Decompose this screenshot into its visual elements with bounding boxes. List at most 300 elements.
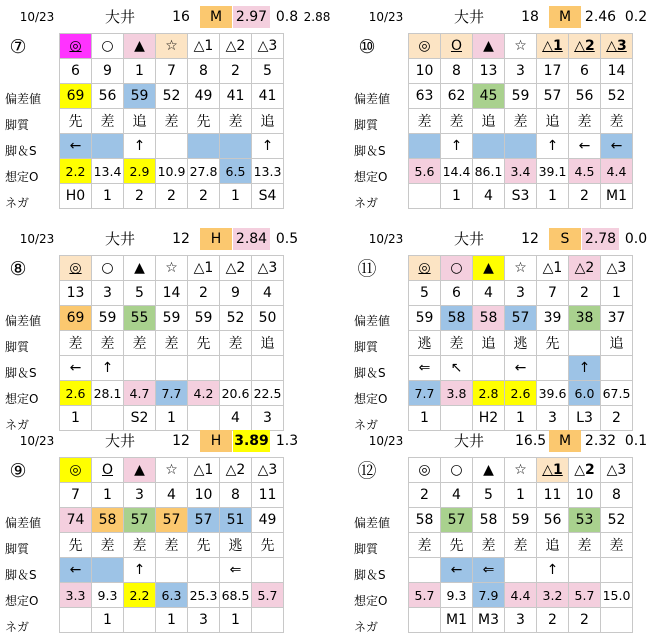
deviation-row [60,508,284,533]
nega-row-cell: 3 [252,406,284,431]
horse-number-row-cell: 10 [569,483,601,508]
odds-row [60,583,284,608]
mark-row-cell: ☆ [156,34,188,59]
race-date: 10/23 [19,10,55,24]
legs-row-cell [156,134,188,159]
odds-row-cell: 14.4 [441,159,473,184]
horse-number-row-cell: 11 [537,483,569,508]
style-row-cell [569,331,601,356]
deviation-row [409,306,633,331]
nega-row-cell: 2 [569,608,601,633]
horse-number-row-cell: 5 [473,483,505,508]
horse-number-row-cell: 5 [409,281,441,306]
prediction-grid [408,33,633,209]
legs-row-cell [409,558,441,583]
legs-label: 脚＆S [354,366,386,380]
race-grade: H [200,430,232,452]
style-row-cell: 先 [188,331,220,356]
nega-row [409,608,633,633]
index-diff: 0.5 [275,231,299,247]
nega-row-cell [409,608,441,633]
prediction-grid [59,457,284,633]
legs-row-cell [156,558,188,583]
deviation-row-cell: 57 [505,306,537,331]
mark-row-cell: △1 [537,34,569,59]
deviation-row [60,84,284,109]
deviation-row-cell: 58 [441,306,473,331]
index-diff: 1.3 [275,433,299,449]
odds-row-cell: 7.9 [473,583,505,608]
nega-row-cell: H2 [473,406,505,431]
style-row-cell: 差 [505,109,537,134]
horse-number-row-cell: 8 [441,59,473,84]
legs-label: 脚＆S [5,144,37,158]
style-row-cell: 追 [537,533,569,558]
nega-row-cell [124,608,156,633]
style-row-cell: 先 [188,533,220,558]
horse-number-row [60,59,284,84]
odds-row-cell: 39.6 [537,381,569,406]
horse-number-row-cell: 4 [441,483,473,508]
style-row-cell: 先 [441,533,473,558]
deviation-row [409,84,633,109]
nega-row [60,608,284,633]
field-size: 18 [521,9,539,25]
field-size: 16.5 [515,433,547,449]
odds-row-cell: 7.7 [156,381,188,406]
odds-row-cell: 2.9 [124,159,156,184]
odds-row-cell: 3.8 [441,381,473,406]
mark-row-cell: △1 [537,256,569,281]
race-panel [354,228,659,432]
nega-row-cell: L3 [569,406,601,431]
field-size: 16 [172,9,190,25]
race-number: ⑩ [358,36,376,58]
nega-row-cell: 2 [601,406,633,431]
style-row-cell: 先 [537,331,569,356]
deviation-row-cell: 50 [252,306,284,331]
horse-number-row-cell: 4 [252,281,284,306]
mark-row-cell: ○ [441,458,473,483]
deviation-row-cell: 57 [441,508,473,533]
mark-row-cell: △3 [601,256,633,281]
race-panel [354,6,659,210]
horse-number-row-cell: 8 [220,483,252,508]
odds-label: 想定O [354,170,388,184]
nega-row-cell: S3 [505,184,537,209]
legs-row-cell [473,134,505,159]
horse-number-row-cell: 17 [537,59,569,84]
track-name: 大井 [453,432,484,450]
legs-row-cell [188,356,220,381]
deviation-row-cell: 62 [441,84,473,109]
mark-row-cell: △2 [569,458,601,483]
legs-row-cell: ← [441,558,473,583]
race-date: 10/23 [368,232,404,246]
horse-number-row-cell: 8 [601,483,633,508]
nega-row-cell: 2 [188,184,220,209]
style-row-cell: 追 [252,109,284,134]
field-size: 12 [172,433,190,449]
deviation-label: 偏差値 [5,516,42,530]
mark-row-cell: △3 [252,256,284,281]
mark-row-cell: ▲ [124,458,156,483]
style-label: 脚質 [354,340,379,354]
legs-row-cell [252,558,284,583]
legs-row-cell: ⇐ [473,558,505,583]
mark-row-cell: ◎ [409,34,441,59]
odds-row-cell: 4.4 [601,159,633,184]
mark-row-cell: O [92,458,124,483]
odds-row-cell: 13.4 [92,159,124,184]
legs-row-cell: ↑ [124,134,156,159]
style-label: 脚質 [5,340,30,354]
odds-row-cell: 5.7 [409,583,441,608]
legs-row-cell [220,134,252,159]
legs-row-cell [92,134,124,159]
legs-row-cell: ⇐ [409,356,441,381]
horse-number-row-cell: 2 [220,59,252,84]
style-row-cell: 差 [473,533,505,558]
index-alt [302,228,332,250]
deviation-row [409,508,633,533]
race-panel [5,228,310,432]
prediction-grid [59,33,284,209]
odds-row-cell: 9.3 [92,583,124,608]
legs-row-cell: ↑ [441,134,473,159]
legs-row-cell: ↑ [569,356,601,381]
horse-number-row-cell: 1 [92,483,124,508]
nega-row-cell: 1 [92,608,124,633]
legs-label: 脚＆S [354,568,386,582]
race-panel [5,430,310,634]
style-row-cell: 差 [92,533,124,558]
track-name: 大井 [104,230,135,248]
nega-row-cell: 1 [92,184,124,209]
mark-row-cell: ▲ [473,34,505,59]
deviation-row-cell: 39 [537,306,569,331]
mark-row [409,256,633,281]
index-value: 2.78 [582,228,619,250]
style-row-cell: 先 [252,533,284,558]
race-number: ⑦ [9,36,27,58]
horse-number-row-cell: 3 [505,59,537,84]
legs-row-cell: ← [60,558,92,583]
nega-row-cell: 3 [188,608,220,633]
deviation-row-cell: 58 [473,508,505,533]
legs-row-cell [252,356,284,381]
horse-number-row-cell: 7 [537,281,569,306]
nega-label: ネガ [5,418,30,432]
legs-row-cell [505,558,537,583]
style-row-cell: 追 [252,331,284,356]
legs-row [409,356,633,381]
horse-number-row-cell: 8 [188,59,220,84]
horse-number-row-cell: 4 [473,281,505,306]
mark-row-cell: △2 [220,458,252,483]
odds-row-cell: 28.1 [92,381,124,406]
mark-row [60,34,284,59]
deviation-row-cell: 59 [505,508,537,533]
style-row-cell: 差 [441,331,473,356]
style-row-cell: 逃 [505,331,537,356]
nega-row-cell: M3 [473,608,505,633]
nega-label: ネガ [354,620,379,634]
mark-row-cell: △1 [537,458,569,483]
odds-row-cell: 6.3 [156,583,188,608]
mark-row-cell: O [441,34,473,59]
legs-row-cell: ↑ [124,558,156,583]
legs-row-cell [124,356,156,381]
style-row-cell: 追 [124,109,156,134]
horse-number-row [409,281,633,306]
deviation-label: 偏差値 [354,92,391,106]
horse-number-row-cell: 2 [188,281,220,306]
nega-row-cell: 1 [441,184,473,209]
race-grade: M [549,430,581,452]
horse-number-row-cell: 13 [60,281,92,306]
style-label: 脚質 [354,542,379,556]
nega-row-cell: 1 [60,406,92,431]
odds-label: 想定O [5,392,39,406]
mark-row-cell: △2 [569,256,601,281]
mark-row-cell: ◎ [60,34,92,59]
odds-label: 想定O [354,392,388,406]
nega-row-cell: 1 [156,406,188,431]
style-row [409,331,633,356]
horse-number-row-cell: 3 [124,483,156,508]
odds-row-cell: 3.2 [537,583,569,608]
legs-row-cell [156,356,188,381]
race-header [5,430,310,452]
nega-row-cell [60,608,92,633]
legs-row-cell: ← [60,134,92,159]
legs-label: 脚＆S [5,568,37,582]
horse-number-row-cell: 1 [124,59,156,84]
horse-number-row-cell: 1 [601,281,633,306]
horse-number-row-cell: 9 [220,281,252,306]
style-row [409,109,633,134]
horse-number-row-cell: 1 [505,483,537,508]
index-value: 2.97 [233,6,270,28]
mark-row-cell: ☆ [505,458,537,483]
race-grade: H [200,228,232,250]
style-row-cell: 差 [156,109,188,134]
odds-row-cell: 4.7 [124,381,156,406]
deviation-row-cell: 52 [601,508,633,533]
deviation-row-cell: 56 [569,84,601,109]
horse-number-row-cell: 2 [409,483,441,508]
horse-number-row-cell: 14 [156,281,188,306]
nega-row-cell: 4 [220,406,252,431]
style-row-cell: 差 [220,109,252,134]
style-row-cell: 差 [569,109,601,134]
legs-row [60,356,284,381]
style-row-cell: 先 [60,533,92,558]
mark-row-cell: △3 [252,34,284,59]
odds-row-cell: 2.2 [60,159,92,184]
nega-row-cell: 1 [156,608,188,633]
deviation-row-cell: 49 [188,84,220,109]
odds-row-cell: 86.1 [473,159,505,184]
legs-row-cell: ↖ [441,356,473,381]
style-row [60,109,284,134]
horse-number-row-cell: 6 [441,281,473,306]
horse-number-row-cell: 3 [505,281,537,306]
deviation-row-cell: 52 [156,84,188,109]
mark-row-cell: ☆ [156,256,188,281]
style-row-cell: 差 [441,109,473,134]
mark-row-cell: ○ [441,256,473,281]
deviation-label: 偏差値 [354,516,391,530]
deviation-row-cell: 69 [60,84,92,109]
odds-row-cell: 4.4 [505,583,537,608]
deviation-row-cell: 56 [92,84,124,109]
legs-row-cell: ↑ [537,134,569,159]
odds-row-cell: 2.8 [473,381,505,406]
odds-row-cell: 2.6 [60,381,92,406]
odds-row-cell: 39.1 [537,159,569,184]
nega-row-cell [188,406,220,431]
odds-row [409,159,633,184]
nega-row-cell [441,406,473,431]
mark-row-cell: ☆ [505,256,537,281]
prediction-grid [59,255,284,431]
deviation-row-cell: 59 [156,306,188,331]
style-row-cell: 差 [569,533,601,558]
mark-row-cell: △3 [601,34,633,59]
legs-row-cell [220,356,252,381]
prediction-grid [408,255,633,431]
horse-number-row-cell: 11 [252,483,284,508]
mark-row [60,458,284,483]
odds-row-cell: 25.3 [188,583,220,608]
style-row-cell: 追 [473,331,505,356]
nega-row-cell: 1 [409,406,441,431]
deviation-label: 偏差値 [5,92,42,106]
odds-label: 想定O [5,594,39,608]
deviation-row [60,306,284,331]
odds-row-cell: 4.5 [569,159,601,184]
style-row-cell: 差 [601,533,633,558]
legs-row-cell: ← [601,134,633,159]
style-label: 脚質 [354,118,379,132]
legs-label: 脚＆S [5,366,37,380]
deviation-row-cell: 57 [188,508,220,533]
deviation-row-cell: 53 [569,508,601,533]
mark-row-cell: △1 [188,256,220,281]
horse-number-row-cell: 3 [92,281,124,306]
style-row-cell: 先 [188,109,220,134]
race-header [5,228,310,250]
nega-row-cell: 1 [537,184,569,209]
horse-number-row [409,483,633,508]
mark-row-cell: ☆ [505,34,537,59]
style-row-cell: 差 [92,331,124,356]
race-date: 10/23 [368,434,404,448]
style-row-cell: 差 [156,533,188,558]
odds-row-cell: 13.3 [252,159,284,184]
field-size: 12 [521,231,539,247]
nega-row-cell: H0 [60,184,92,209]
deviation-row-cell: 69 [60,306,92,331]
style-row-cell: 先 [60,109,92,134]
track-name: 大井 [104,432,135,450]
style-label: 脚質 [5,118,30,132]
legs-row-cell: ← [60,356,92,381]
horse-number-row-cell: 6 [569,59,601,84]
index-alt [651,6,663,28]
horse-number-row-cell: 13 [473,59,505,84]
deviation-row-cell: 52 [601,84,633,109]
style-row-cell: 追 [601,331,633,356]
nega-row-cell: S2 [124,406,156,431]
horse-number-row-cell: 7 [156,59,188,84]
style-row-cell: 差 [156,331,188,356]
legs-row-cell [537,356,569,381]
legs-row-cell [601,558,633,583]
horse-number-row-cell: 5 [252,59,284,84]
deviation-row-cell: 57 [124,508,156,533]
mark-row-cell: ○ [92,256,124,281]
mark-row [409,458,633,483]
legs-row-cell [473,356,505,381]
legs-row [60,558,284,583]
deviation-row-cell: 52 [220,306,252,331]
deviation-row-cell: 57 [537,84,569,109]
style-row-cell: 追 [537,109,569,134]
deviation-row-cell: 59 [188,306,220,331]
nega-row-cell: 3 [505,608,537,633]
legs-row-cell: ← [505,356,537,381]
index-diff: 0.0 [624,231,648,247]
prediction-grid [408,457,633,633]
index-diff: 0.8 [275,9,299,25]
style-row-cell: 逃 [220,533,252,558]
nega-row-cell: 3 [537,406,569,431]
nega-row-cell [601,608,633,633]
style-row [409,533,633,558]
legs-row-cell [188,558,220,583]
mark-row-cell: ▲ [124,256,156,281]
horse-number-row [60,281,284,306]
nega-row [409,406,633,431]
mark-row-cell: △2 [569,34,601,59]
deviation-row-cell: 45 [473,84,505,109]
index-diff: 0.1 [624,433,648,449]
deviation-row-cell: 58 [92,508,124,533]
index-diff: 0.2 [624,9,648,25]
style-row-cell: 差 [409,533,441,558]
style-row-cell: 差 [60,331,92,356]
horse-number-row-cell: 7 [60,483,92,508]
odds-row-cell: 5.7 [252,583,284,608]
mark-row-cell: △2 [220,256,252,281]
legs-row-cell [409,134,441,159]
deviation-row-cell: 59 [92,306,124,331]
odds-row-cell: 2.2 [124,583,156,608]
deviation-label: 偏差値 [5,314,42,328]
mark-row-cell: ◎ [409,256,441,281]
mark-row-cell: ◎ [60,458,92,483]
style-label: 脚質 [5,542,30,556]
nega-row-cell: S4 [252,184,284,209]
odds-row-cell: 15.0 [601,583,633,608]
race-grade: M [549,6,581,28]
odds-row-cell: 5.6 [409,159,441,184]
race-header [5,6,331,28]
horse-number-row [409,59,633,84]
